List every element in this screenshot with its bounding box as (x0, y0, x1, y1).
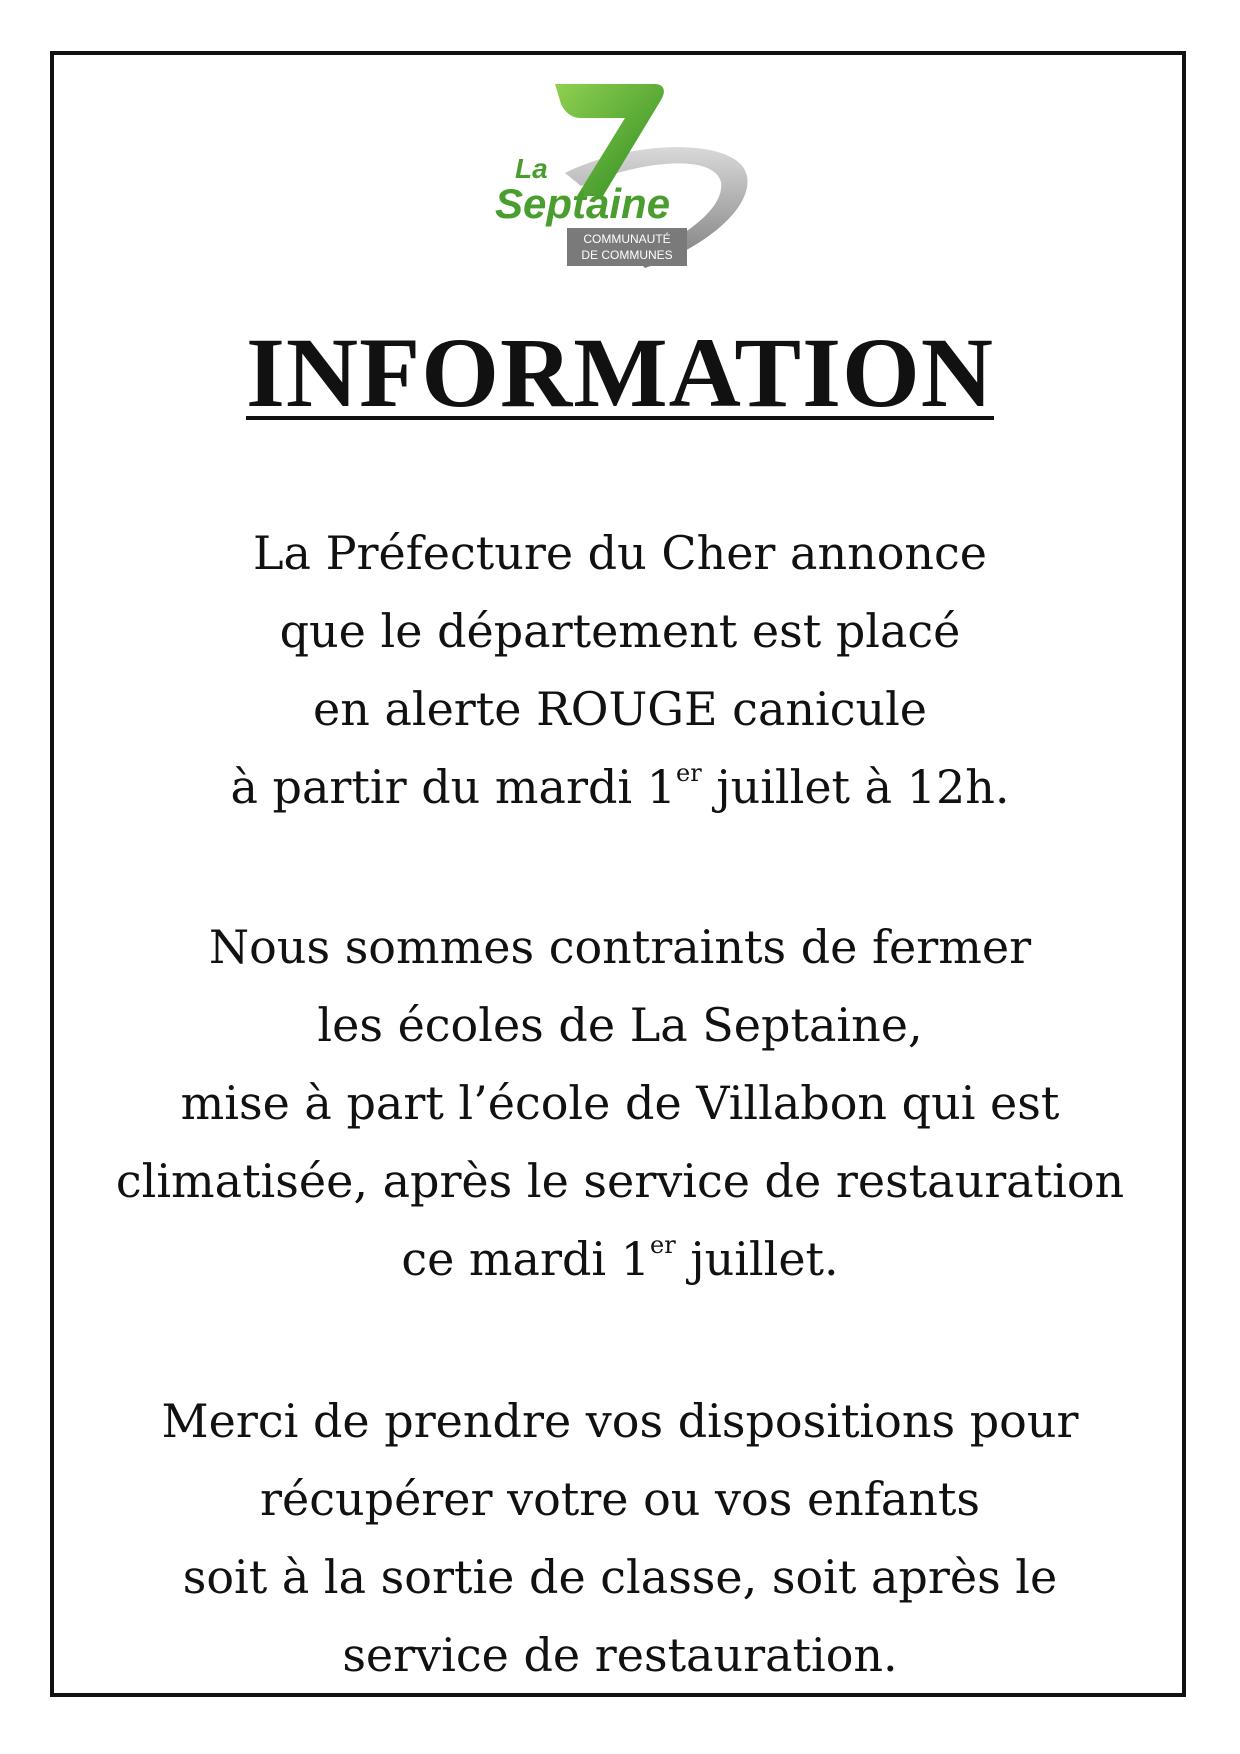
text-line: service de restauration. (342, 1628, 898, 1682)
text-line (60, 1220, 1180, 1298)
page-title (0, 318, 1240, 428)
superscript: er (650, 1230, 676, 1259)
logo-septaine-text: Septaine (495, 180, 671, 227)
superscript: er (676, 758, 702, 787)
logo-subtitle-2: DE COMMUNES (581, 248, 673, 262)
alert-paragraph (60, 514, 1180, 826)
text-segment: juillet à 12h. (716, 760, 1010, 814)
text-line: mise à part l’école de Villabon qui est (180, 1076, 1060, 1130)
la-septaine-logo (485, 78, 765, 288)
text-line: que le département est placé (279, 604, 961, 658)
text-line: soit à la sortie de classe, soit après le (182, 1550, 1058, 1604)
text-line: climatisée, après le service de restauration (115, 1154, 1125, 1208)
title-text: INFORMATION (245, 317, 994, 428)
text-line: en alerte ROUGE canicule (312, 682, 928, 736)
text-line: récupérer votre ou vos enfants (260, 1472, 980, 1526)
text-line: Nous sommes contraints de fermer (208, 920, 1032, 974)
text-line (60, 748, 1180, 826)
text-segment: ce mardi 1 (401, 1232, 650, 1286)
text-line: La Préfecture du Cher annonce (252, 526, 988, 580)
logo-la-text: La (515, 153, 548, 184)
text-segment: à partir du mardi 1 (230, 760, 676, 814)
closure-paragraph (60, 908, 1180, 1298)
text-line: les écoles de La Septaine, (317, 998, 923, 1052)
text-line: Merci de prendre vos dispositions pour (161, 1394, 1079, 1448)
text-segment: juillet. (690, 1232, 839, 1286)
logo-subtitle-1: COMMUNAUTÉ (583, 232, 671, 246)
instructions-paragraph (60, 1382, 1180, 1694)
